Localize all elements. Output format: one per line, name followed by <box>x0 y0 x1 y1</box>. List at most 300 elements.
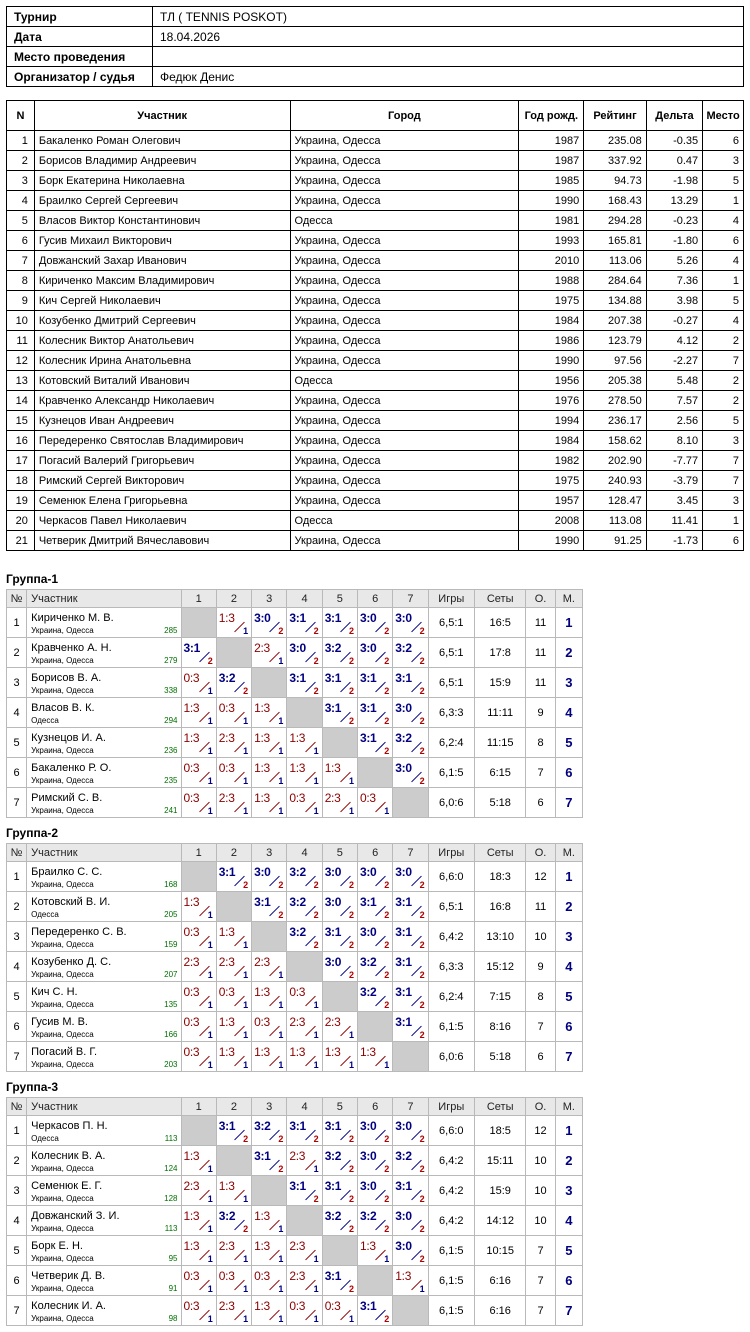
match-score-cell <box>393 892 428 922</box>
self-match-cell <box>393 1296 428 1326</box>
match-score: 2:3 <box>254 955 270 969</box>
info-row <box>7 67 744 87</box>
group-header-cell: 5 <box>322 590 357 608</box>
group-games: 6,4:2 <box>428 1146 474 1176</box>
cell-city: Одесса <box>290 371 519 391</box>
match-points: 1 <box>243 716 249 726</box>
match-score-cell <box>357 1296 392 1326</box>
cell-delta: -1.98 <box>646 171 702 191</box>
match-points: 2 <box>207 656 213 666</box>
match-score-cell <box>287 638 322 668</box>
match-points: 2 <box>419 746 425 756</box>
match-score: 3:1 <box>324 611 342 625</box>
cell-place: 2 <box>703 391 744 411</box>
table-row <box>7 291 744 311</box>
match-score: 3:0 <box>359 865 377 879</box>
match-score: 0:3 <box>218 761 235 775</box>
group-points: 12 <box>526 862 555 892</box>
match-score: 0:3 <box>183 1269 200 1283</box>
match-points: 1 <box>278 1254 284 1264</box>
header-birth-year: Год рожд. <box>519 101 584 131</box>
cell-delta: 2.56 <box>646 411 702 431</box>
player-rating: 235 <box>164 776 178 785</box>
group-row-number: 1 <box>7 1116 27 1146</box>
match-score-cell <box>287 788 322 818</box>
match-points: 1 <box>207 1000 213 1010</box>
header-rating: Рейтинг <box>584 101 646 131</box>
group-games: 6,4:2 <box>428 922 474 952</box>
match-score-cell <box>357 788 392 818</box>
group-points: 12 <box>526 1116 555 1146</box>
group-header-cell: Сеты <box>474 844 525 862</box>
cell-birth-year: 1975 <box>519 471 584 491</box>
group-row <box>7 1236 583 1266</box>
group-sets: 15:9 <box>474 668 525 698</box>
group-points: 9 <box>526 952 555 982</box>
cell-place: 3 <box>703 151 744 171</box>
match-points: 2 <box>384 1194 390 1204</box>
match-score: 1:3 <box>254 731 270 745</box>
match-score-cell <box>216 982 251 1012</box>
group-header-cell: О. <box>526 1098 555 1116</box>
info-value: ТЛ ( TENNIS POSKOT) <box>153 7 744 27</box>
match-points: 2 <box>243 880 249 890</box>
info-value <box>153 47 744 67</box>
match-points: 2 <box>278 626 284 636</box>
group-sets: 6:16 <box>474 1296 525 1326</box>
match-score-cell <box>181 1146 216 1176</box>
match-score-cell <box>216 1116 251 1146</box>
cell-name: Кузнецов Иван Андреевич <box>34 411 290 431</box>
match-points: 2 <box>384 1224 390 1234</box>
group-player-cell <box>27 922 181 952</box>
group-header-cell: № <box>7 590 27 608</box>
group-sets: 13:10 <box>474 922 525 952</box>
cell-place: 4 <box>703 311 744 331</box>
match-score: 1:3 <box>218 1179 235 1193</box>
table-row <box>7 371 744 391</box>
player-city: Украина, Одесса <box>31 880 94 889</box>
group-points: 7 <box>526 1012 555 1042</box>
group-header-cell: Участник <box>27 590 181 608</box>
cell-delta: 4.12 <box>646 331 702 351</box>
cell-place: 6 <box>703 131 744 151</box>
match-points: 1 <box>207 746 213 756</box>
cell-n: 3 <box>7 171 35 191</box>
group-row <box>7 608 583 638</box>
match-score: 3:0 <box>254 611 271 625</box>
match-points: 2 <box>384 1000 390 1010</box>
self-match-cell <box>287 698 322 728</box>
match-score-cell <box>322 1176 357 1206</box>
cell-n: 20 <box>7 511 35 531</box>
group-header-cell: 6 <box>357 1098 392 1116</box>
match-points: 2 <box>384 880 390 890</box>
match-score-cell <box>393 668 428 698</box>
match-points: 1 <box>278 1030 284 1040</box>
self-match-cell <box>287 952 322 982</box>
match-score: 0:3 <box>218 985 235 999</box>
match-score-cell <box>357 608 392 638</box>
match-points: 1 <box>348 776 354 786</box>
match-score-cell <box>216 788 251 818</box>
group-player-cell <box>27 608 181 638</box>
info-row <box>7 7 744 27</box>
match-points: 1 <box>278 1314 284 1324</box>
group-row <box>7 952 583 982</box>
match-score: 1:3 <box>183 895 200 909</box>
match-points: 2 <box>419 626 425 636</box>
match-score-cell <box>393 608 428 638</box>
cell-place: 6 <box>703 231 744 251</box>
match-score-cell <box>216 1206 251 1236</box>
group-header-cell: 4 <box>287 844 322 862</box>
player-name: Козубенко Д. С. <box>31 956 112 968</box>
match-score-cell <box>181 1206 216 1236</box>
group-place: 6 <box>555 1012 582 1042</box>
group-player-cell <box>27 982 181 1012</box>
player-name: Котовский В. И. <box>31 896 111 908</box>
header-city: Город <box>290 101 519 131</box>
cell-name: Колесник Виктор Анатольевич <box>34 331 290 351</box>
match-score: 1:3 <box>183 1239 200 1253</box>
match-score: 3:2 <box>254 1119 271 1133</box>
cell-delta: -1.80 <box>646 231 702 251</box>
table-row <box>7 331 744 351</box>
player-rating: 166 <box>164 1030 178 1039</box>
player-name: Кириченко М. В. <box>31 612 114 624</box>
cell-city: Украина, Одесса <box>290 431 519 451</box>
match-score-cell <box>357 892 392 922</box>
cell-rating: 113.06 <box>584 251 646 271</box>
table-row <box>7 151 744 171</box>
match-score-cell <box>287 1012 322 1042</box>
cell-delta: -0.27 <box>646 311 702 331</box>
match-score: 3:0 <box>395 761 412 775</box>
cell-place: 6 <box>703 531 744 551</box>
group-points: 7 <box>526 1236 555 1266</box>
group-header-cell: № <box>7 844 27 862</box>
cell-name: Четверик Дмитрий Вячеславович <box>34 531 290 551</box>
cell-name: Кравченко Александр Николаевич <box>34 391 290 411</box>
match-score: 3:2 <box>324 1209 342 1223</box>
match-score-cell <box>322 952 357 982</box>
group-sets: 5:18 <box>474 788 525 818</box>
match-points: 2 <box>243 1224 249 1234</box>
cell-name: Колесник Ирина Анатольевна <box>34 351 290 371</box>
match-score: 3:1 <box>324 1119 342 1133</box>
cell-rating: 123.79 <box>584 331 646 351</box>
match-score-cell <box>216 1176 251 1206</box>
cell-birth-year: 2010 <box>519 251 584 271</box>
match-score-cell <box>181 952 216 982</box>
group-points: 6 <box>526 1042 555 1072</box>
cell-n: 21 <box>7 531 35 551</box>
player-rating: 241 <box>164 806 178 815</box>
player-city: Одесса <box>31 716 59 725</box>
cell-name: Гусив Михаил Викторович <box>34 231 290 251</box>
cell-birth-year: 1985 <box>519 171 584 191</box>
cell-city: Украина, Одесса <box>290 171 519 191</box>
match-points: 1 <box>243 806 249 816</box>
self-match-cell <box>216 638 251 668</box>
group-header-cell: Игры <box>428 844 474 862</box>
self-match-cell <box>393 1042 428 1072</box>
match-points: 1 <box>384 1254 390 1264</box>
match-score: 3:1 <box>324 1179 342 1193</box>
cell-rating: 236.17 <box>584 411 646 431</box>
cell-birth-year: 1990 <box>519 531 584 551</box>
group-row-number: 5 <box>7 1236 27 1266</box>
match-score: 1:3 <box>395 1269 412 1283</box>
player-name: Гусив М. В. <box>31 1016 88 1028</box>
match-score: 3:1 <box>289 671 306 685</box>
group-sets: 6:15 <box>474 758 525 788</box>
match-score-cell <box>393 862 428 892</box>
cell-city: Украина, Одесса <box>290 191 519 211</box>
group-row <box>7 1266 583 1296</box>
match-score-cell <box>252 1266 287 1296</box>
match-score-cell <box>252 788 287 818</box>
player-city: Одесса <box>31 1134 59 1143</box>
table-row <box>7 491 744 511</box>
player-name: Бакаленко Р. О. <box>31 762 112 774</box>
match-score: 3:0 <box>324 895 342 909</box>
match-points: 2 <box>384 1314 390 1324</box>
cell-n: 6 <box>7 231 35 251</box>
match-points: 2 <box>348 626 354 636</box>
cell-place: 7 <box>703 471 744 491</box>
match-score: 1:3 <box>183 1209 200 1223</box>
cell-city: Украина, Одесса <box>290 491 519 511</box>
match-score: 3:1 <box>254 895 271 909</box>
group-row-number: 6 <box>7 758 27 788</box>
cell-rating: 134.88 <box>584 291 646 311</box>
player-name: Браилко С. С. <box>31 866 103 878</box>
group-row-number: 3 <box>7 1176 27 1206</box>
match-score-cell <box>357 1146 392 1176</box>
match-score-cell <box>181 1012 216 1042</box>
tournament-info-table <box>6 6 744 87</box>
group-row <box>7 728 583 758</box>
group-row-number: 2 <box>7 638 27 668</box>
match-score: 3:1 <box>359 731 377 745</box>
match-score-cell <box>322 758 357 788</box>
match-score-cell <box>287 668 322 698</box>
group-header-cell: 3 <box>252 1098 287 1116</box>
match-score-cell <box>357 638 392 668</box>
table-row <box>7 191 744 211</box>
group-place: 5 <box>555 1236 582 1266</box>
match-points: 1 <box>243 1000 249 1010</box>
match-score: 2:3 <box>218 731 235 745</box>
cell-name: Передеренко Святослав Владимирович <box>34 431 290 451</box>
group-header-cell: 2 <box>216 1098 251 1116</box>
match-score: 0:3 <box>254 1015 270 1029</box>
match-score: 2:3 <box>218 1299 235 1313</box>
match-points: 2 <box>348 1134 354 1144</box>
group-place: 2 <box>555 892 582 922</box>
group-player-cell <box>27 668 181 698</box>
match-points: 1 <box>207 716 213 726</box>
group-row <box>7 668 583 698</box>
group-row-number: 1 <box>7 608 27 638</box>
group-player-cell <box>27 1266 181 1296</box>
group-header-cell: М. <box>555 844 582 862</box>
match-score-cell <box>252 1206 287 1236</box>
cell-n: 5 <box>7 211 35 231</box>
cell-n: 15 <box>7 411 35 431</box>
cell-rating: 97.56 <box>584 351 646 371</box>
group-sets: 6:16 <box>474 1266 525 1296</box>
match-score: 1:3 <box>359 1045 376 1059</box>
cell-name: Довжанский Захар Иванович <box>34 251 290 271</box>
match-points: 2 <box>313 686 319 696</box>
self-match-cell <box>216 892 251 922</box>
group-player-cell <box>27 698 181 728</box>
match-score: 3:1 <box>289 1179 306 1193</box>
player-city: Украина, Одесса <box>31 1000 94 1009</box>
group-sets: 15:11 <box>474 1146 525 1176</box>
cell-name: Кич Сергей Николаевич <box>34 291 290 311</box>
match-score: 2:3 <box>289 1149 306 1163</box>
match-score-cell <box>393 1266 428 1296</box>
group-row-number: 5 <box>7 982 27 1012</box>
match-score-cell <box>322 1146 357 1176</box>
group-row-number: 2 <box>7 892 27 922</box>
match-score: 0:3 <box>254 1269 270 1283</box>
match-score-cell <box>216 952 251 982</box>
match-points: 1 <box>243 626 249 636</box>
cell-place: 1 <box>703 511 744 531</box>
group-title: Группа-3 <box>6 1080 59 1094</box>
match-points: 1 <box>313 1000 319 1010</box>
group-games: 6,3:3 <box>428 698 474 728</box>
cell-delta: 11.41 <box>646 511 702 531</box>
match-points: 1 <box>348 806 354 816</box>
player-city: Украина, Одесса <box>31 746 94 755</box>
group-points: 10 <box>526 1146 555 1176</box>
cell-birth-year: 1975 <box>519 291 584 311</box>
match-score-cell <box>393 982 428 1012</box>
match-score: 3:1 <box>254 1149 271 1163</box>
group-place: 4 <box>555 1206 582 1236</box>
group-points: 7 <box>526 1296 555 1326</box>
match-score: 3:1 <box>395 985 412 999</box>
group-points: 7 <box>526 758 555 788</box>
group-player-cell <box>27 728 181 758</box>
match-points: 2 <box>384 970 390 980</box>
cell-rating: 235.08 <box>584 131 646 151</box>
match-score: 3:2 <box>359 955 377 969</box>
player-rating: 95 <box>168 1254 178 1263</box>
match-score-cell <box>216 922 251 952</box>
match-score: 0:3 <box>218 701 235 715</box>
cell-city: Украина, Одесса <box>290 271 519 291</box>
player-city: Одесса <box>31 910 59 919</box>
self-match-cell <box>357 758 392 788</box>
match-points: 1 <box>207 1030 213 1040</box>
group-row <box>7 1296 583 1326</box>
info-row <box>7 47 744 67</box>
cell-city: Одесса <box>290 211 519 231</box>
match-score: 1:3 <box>254 985 270 999</box>
match-score: 3:2 <box>324 1149 342 1163</box>
group-header-row <box>7 1098 583 1116</box>
match-score-cell <box>252 638 287 668</box>
match-score-cell <box>322 892 357 922</box>
match-points: 1 <box>207 776 213 786</box>
group-header-cell: Сеты <box>474 1098 525 1116</box>
group-player-cell <box>27 1296 181 1326</box>
match-score-cell <box>393 758 428 788</box>
match-score: 2:3 <box>324 791 341 805</box>
player-rating: 236 <box>164 746 178 755</box>
match-score: 3:1 <box>359 671 377 685</box>
match-score: 3:2 <box>324 641 342 655</box>
group-games: 6,6:0 <box>428 1116 474 1146</box>
cell-name: Кириченко Максим Владимирович <box>34 271 290 291</box>
match-score: 2:3 <box>183 1179 200 1193</box>
match-points: 2 <box>348 880 354 890</box>
match-score-cell <box>287 608 322 638</box>
match-points: 2 <box>278 910 284 920</box>
match-score-cell <box>216 608 251 638</box>
player-name: Борисов В. А. <box>31 672 102 684</box>
cell-birth-year: 1984 <box>519 431 584 451</box>
player-name: Довжанский З. И. <box>31 1210 120 1222</box>
match-score: 3:1 <box>324 925 342 939</box>
player-rating: 205 <box>164 910 178 919</box>
group-header-cell: Игры <box>428 590 474 608</box>
player-rating: 294 <box>164 716 178 725</box>
group-header-cell: 7 <box>393 844 428 862</box>
cell-delta: 3.45 <box>646 491 702 511</box>
match-points: 2 <box>419 940 425 950</box>
table-row <box>7 431 744 451</box>
group-games: 6,5:1 <box>428 638 474 668</box>
self-match-cell <box>393 788 428 818</box>
group-title: Группа-2 <box>6 826 59 840</box>
match-points: 1 <box>207 806 213 816</box>
group-row <box>7 1012 583 1042</box>
match-score-cell <box>216 758 251 788</box>
cell-n: 4 <box>7 191 35 211</box>
match-points: 2 <box>313 910 319 920</box>
group-row-number: 5 <box>7 728 27 758</box>
group-header-cell: М. <box>555 1098 582 1116</box>
match-points: 2 <box>348 1224 354 1234</box>
match-score-cell <box>393 1012 428 1042</box>
cell-rating: 337.92 <box>584 151 646 171</box>
cell-birth-year: 1987 <box>519 151 584 171</box>
group-sets: 7:15 <box>474 982 525 1012</box>
match-score: 1:3 <box>218 925 235 939</box>
match-score: 1:3 <box>254 1299 270 1313</box>
match-score: 3:2 <box>289 865 306 879</box>
cell-n: 1 <box>7 131 35 151</box>
match-score: 1:3 <box>289 731 306 745</box>
match-score: 3:1 <box>218 865 236 879</box>
player-rating: 124 <box>164 1164 178 1173</box>
cell-delta: -7.77 <box>646 451 702 471</box>
match-score: 3:1 <box>218 1119 236 1133</box>
cell-place: 3 <box>703 491 744 511</box>
cell-place: 3 <box>703 431 744 451</box>
table-row <box>7 411 744 431</box>
cell-rating: 91.25 <box>584 531 646 551</box>
match-points: 1 <box>348 1314 354 1324</box>
